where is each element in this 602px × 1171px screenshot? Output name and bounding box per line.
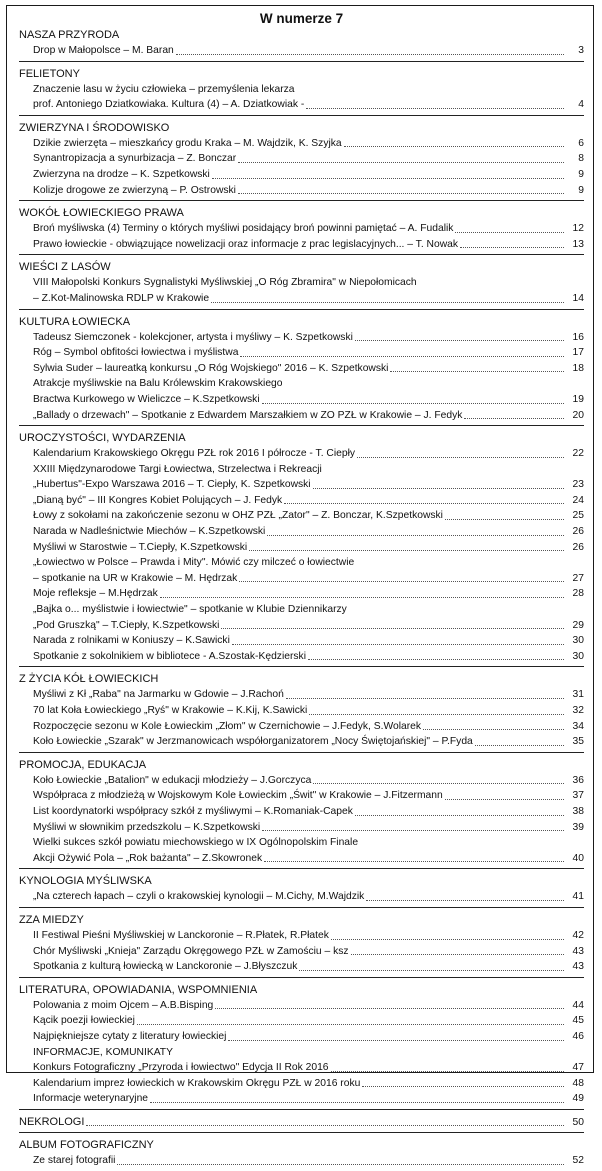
toc-entry[interactable]	[19, 408, 584, 424]
toc-entry[interactable]	[19, 1153, 584, 1169]
toc-entry[interactable]	[19, 1091, 584, 1107]
entry-text: Róg – Symbol obfitości łowiectwa i myślistwa	[33, 347, 239, 359]
entry-text: XXIII Międzynarodowe Targi Łowiectwa, Strzelectwa i Rekreacji	[33, 463, 322, 475]
entry-line-last	[19, 493, 584, 509]
entry-line	[19, 555, 584, 571]
entry-line	[19, 835, 584, 851]
leader-dots	[86, 1125, 564, 1126]
entry-text: „Na czterech łapach – czyli o krakowskiej kynologii – M.Cichy, M.Wajdzik	[33, 891, 365, 903]
toc-section	[19, 121, 584, 201]
section-title: NASZA PRZYRODA	[19, 29, 120, 41]
entry-line-last	[19, 944, 584, 960]
leader-dots	[262, 403, 564, 404]
entry-text: Kalendarium Krakowskiego Okręgu PZŁ rok 2016 I półrocze - T. Ciepły	[33, 448, 356, 460]
entry-text: Chór Myśliwski „Knieja" Zarządu Okręgowego PZŁ w Zamościu – ksz	[33, 945, 349, 957]
leader-dots	[344, 146, 564, 147]
toc-entry[interactable]	[19, 183, 584, 199]
leader-dots	[351, 954, 564, 955]
leader-dots	[117, 1164, 564, 1165]
page-number: 26	[572, 541, 584, 553]
entry-text: Kącik poezji łowieckiej	[33, 1015, 135, 1027]
entry-text: Znaczenie lasu w życiu człowieka – przemyślenia lekarza	[33, 83, 295, 95]
section-title: PROMOCJA, EDUKACJA	[19, 758, 147, 771]
page-number: 3	[578, 45, 584, 56]
entry-line-last	[19, 928, 584, 944]
entry-line-last	[19, 136, 584, 152]
entry-text: Myśliwi w słownikim przedszkolu – K.Szpetkowski	[33, 821, 261, 833]
leader-dots	[264, 861, 564, 862]
entry-line	[19, 275, 584, 291]
subsection-title: INFORMACJE, KOMUNIKATY	[33, 1046, 173, 1058]
toc-entry[interactable]	[19, 540, 584, 556]
section-title: Z ŻYCIA KÓŁ ŁOWIECKICH	[19, 673, 159, 686]
page-number: 24	[572, 494, 584, 506]
entry-text: II Festiwal Pieśni Myśliwskiej w Lanckoronie – R.Płatek, R.Płatek	[33, 929, 329, 941]
page-number: 41	[572, 891, 584, 903]
section-title: KULTURA ŁOWIECKA	[19, 315, 131, 328]
entry-line-last	[19, 773, 584, 789]
table-of-contents	[6, 5, 594, 1167]
toc-entry[interactable]	[19, 1060, 584, 1076]
toc-entry[interactable]	[19, 649, 584, 665]
entry-line-last	[19, 687, 584, 703]
entry-line-last	[19, 959, 584, 975]
page-number: 43	[572, 961, 584, 973]
page-number: 17	[572, 347, 584, 359]
section-list	[19, 28, 584, 1171]
entry-text: Spotkanie z sokolnikiem w bibliotece - A.Szostak-Kędzierski	[33, 650, 306, 662]
toc-entry[interactable]	[19, 237, 584, 253]
toc-entry[interactable]	[19, 446, 584, 462]
page-number: 23	[572, 479, 584, 491]
entry-text: Konkurs Fotograficzny „Przyroda i łowiectwo" Edycja II Rok 2016	[33, 1062, 329, 1074]
entry-line-last	[19, 167, 584, 183]
entry-text: Rozpoczęcie sezonu w Kole Łowieckim „Złom" w Czernichowie – J.Fedyk, S.Wolarek	[33, 720, 422, 732]
toc-entry[interactable]	[19, 820, 584, 836]
leader-dots	[445, 799, 564, 800]
entry-line-last	[19, 618, 584, 634]
toc-section	[19, 758, 584, 870]
entry-text: Drop w Małopolsce – M. Baran	[33, 45, 174, 56]
entry-text: Bractwa Kurkowego w Wieliczce – K.Szpetkowski	[33, 393, 260, 405]
entry-line-last	[19, 1013, 584, 1029]
page-number: 46	[572, 1030, 584, 1042]
page-number: 42	[572, 929, 584, 941]
leader-dots	[390, 371, 564, 372]
page-number: 43	[572, 945, 584, 957]
toc-entry[interactable]	[19, 376, 584, 407]
entry-line-last	[19, 97, 584, 113]
leader-dots	[455, 232, 564, 233]
leader-dots	[423, 729, 564, 730]
toc-entry[interactable]	[19, 462, 584, 493]
leader-dots	[331, 1071, 564, 1072]
entry-text: Broń myśliwska (4) Terminy o których myśliwi posidający broń powinni pamiętać – A. Fudalik	[33, 223, 454, 235]
entry-text: VIII Małopolski Konkurs Sygnalistyki Myśliwskiej „O Róg Zbramira" w Niepołomicach	[33, 277, 417, 289]
page-number: 39	[572, 821, 584, 833]
entry-line-last	[19, 151, 584, 167]
entry-text: „Dianą być" – III Kongres Kobiet Polujących – J. Fedyk	[33, 494, 283, 506]
toc-entry[interactable]	[19, 330, 584, 346]
entry-line-last	[19, 649, 584, 665]
entry-text: Myśliwi z Kł „Raba" na Jarmarku w Gdowie – J.Rachoń	[33, 689, 284, 701]
entry-text: „Pod Gruszką" – T.Ciepły, K.Szpetkowski	[33, 619, 220, 631]
entry-line-last	[19, 804, 584, 820]
entry-text: 70 lat Koła Łowieckiego „Ryś" w Krakowie – K.Kij, K.Sawicki	[33, 705, 308, 716]
entry-text: Narada z rolnikami w Koniuszy – K.Sawicki	[33, 635, 230, 647]
section-title: ALBUM FOTOGRAFICZNY	[19, 1139, 154, 1152]
toc-entry[interactable]	[19, 555, 584, 586]
entry-text: prof. Antoniego Dziatkowiaka. Kultura (4) – A. Dziatkowiak -	[33, 99, 305, 111]
entry-line-last	[19, 820, 584, 836]
entry-text: Akcji Ożywić Pola – „Rok bażanta" – Z.Skowronek	[33, 852, 263, 864]
entry-line	[19, 602, 584, 618]
entry-line-last	[19, 477, 584, 493]
section-title: UROCZYSTOŚCI, WYDARZENIA	[19, 432, 186, 445]
toc-section	[19, 206, 584, 255]
entry-text: „Ballady o drzewach" – Spotkanie z Edwardem Marszałkiem w ZO PZŁ w Krakowie – J. Fedyk	[33, 409, 463, 421]
entry-text: Kolizje drogowe ze zwierzyną – P. Ostrowski	[33, 184, 236, 196]
leader-dots	[211, 302, 564, 303]
section-title: LITERATURA, OPOWIADANIA, WSPOMNIENIA	[19, 983, 258, 996]
entry-line-last	[19, 719, 584, 735]
toc-entry[interactable]	[19, 136, 584, 152]
page-number: 9	[578, 168, 584, 180]
entry-text: Sylwia Suder – laureatką konkursu „O Róg Wojskiego" 2016 – K. Szpetkowski	[33, 362, 389, 374]
toc-entry[interactable]	[19, 1029, 584, 1045]
page-number: 44	[572, 999, 584, 1011]
page-title: W numerze 7	[259, 11, 344, 26]
page-number: 50	[572, 1116, 584, 1128]
toc-section	[19, 874, 584, 908]
section-title: FELIETONY	[19, 67, 80, 80]
leader-dots	[284, 503, 564, 504]
toc-entry[interactable]	[19, 221, 584, 237]
entry-line-last	[19, 1076, 584, 1092]
toc-entry[interactable]	[19, 773, 584, 789]
entry-text: „Bajka o... myślistwie i łowiectwie" – spotkanie w Klubie Dziennikarzy	[33, 604, 347, 616]
entry-text: Najpiękniejsze cytaty z literatury łowieckiej	[33, 1030, 227, 1042]
toc-entry[interactable]	[19, 734, 584, 750]
toc-entry[interactable]	[19, 275, 584, 306]
entry-line-last	[19, 633, 584, 649]
toc-entry[interactable]	[19, 493, 584, 509]
entry-text: Dzikie zwierzęta – mieszkańcy grodu Kraka – M. Wajdzik, K. Szyjka	[33, 137, 342, 149]
toc-entry[interactable]	[19, 43, 584, 59]
leader-dots	[362, 1086, 564, 1087]
entry-text: Atrakcje myśliwskie na Balu Królewskim Krakowskiego	[33, 378, 283, 390]
entry-text: Koło Łowieckie „Batalion" w edukacji młodzieży – J.Gorczyca	[33, 774, 312, 786]
entry-text: Polowania z moim Ojcem – A.B.Bisping	[33, 999, 214, 1011]
leader-dots	[475, 745, 564, 746]
page-number: 38	[572, 805, 584, 817]
toc-entry[interactable]	[19, 345, 584, 361]
entry-text: Prawo łowieckie - obwiązujące nowelizacji oraz informacje z prac legislacyjnych... – T. Nowak	[33, 238, 459, 250]
leader-dots	[445, 519, 564, 520]
toc-entry[interactable]	[19, 508, 584, 524]
leader-dots	[286, 698, 564, 699]
page-number: 30	[572, 650, 584, 662]
entry-text: List koordynatorki współpracy szkół z myśliwymi – K.Romaniak-Capek	[33, 805, 353, 817]
section-title: ZZA MIEDZY	[19, 913, 84, 926]
entry-text: Ze starej fotografii	[33, 1155, 116, 1167]
page-number: 26	[572, 526, 584, 538]
toc-entry[interactable]	[19, 889, 584, 905]
page-number: 49	[572, 1093, 584, 1105]
entry-text: Narada w Nadleśnictwie Miechów – K.Szpetkowski	[33, 526, 266, 538]
leader-dots	[150, 1102, 564, 1103]
entry-line-last	[19, 361, 584, 377]
entry-text: Współpraca z młodzieżą w Wojskowym Kole Łowieckim „Świt" w Krakowie – J.Fitzermann	[33, 790, 443, 802]
toc-section	[19, 1115, 584, 1134]
entry-line-last	[19, 1153, 584, 1169]
toc-entry[interactable]	[19, 788, 584, 804]
toc-entry[interactable]	[19, 804, 584, 820]
entry-text: Synantropizacja a synurbizacja – Z. Bonczar	[33, 153, 237, 165]
entry-line-last	[19, 703, 584, 719]
page-number: 28	[572, 588, 584, 600]
toc-section	[19, 1138, 584, 1171]
entry-line-last	[19, 889, 584, 905]
section-title: WOKÓŁ ŁOWIECKIEGO PRAWA	[19, 207, 184, 220]
page-number: 30	[572, 635, 584, 647]
leader-dots	[313, 488, 564, 489]
section-title: ZWIERZYNA I ŚRODOWISKO	[19, 121, 170, 134]
entry-line-last	[19, 221, 584, 237]
entry-line-last	[19, 571, 584, 587]
leader-dots	[299, 970, 564, 971]
page-number: 9	[578, 184, 584, 196]
toc-entry[interactable]	[19, 586, 584, 602]
entry-line-last	[19, 43, 584, 59]
entry-line-last	[19, 524, 584, 540]
toc-section	[19, 315, 584, 427]
page-number: 36	[572, 774, 584, 786]
page-number: 22	[572, 448, 584, 460]
entry-line-last	[19, 237, 584, 253]
entry-line-last	[19, 1091, 584, 1107]
leader-dots	[232, 644, 564, 645]
leader-dots	[306, 108, 564, 109]
toc-section	[19, 983, 584, 1110]
toc-entry[interactable]	[19, 1013, 584, 1029]
entry-text: – Z.Kot-Malinowska RDLP w Krakowie	[33, 292, 210, 304]
leader-dots	[240, 356, 564, 357]
entry-line-last	[19, 734, 584, 750]
entry-text: Zwierzyna na drodze – K. Szpetkowski	[33, 168, 210, 180]
entry-text: Myśliwi w Starostwie – T.Ciepły, K.Szpetkowski	[33, 541, 248, 553]
entry-text: Kalendarium imprez łowieckich w Krakowskim Okręgu PZŁ w 2016 roku	[33, 1077, 361, 1089]
page-number: 6	[578, 137, 584, 149]
toc-entry[interactable]	[19, 998, 584, 1014]
entry-line-last	[19, 1060, 584, 1076]
entry-text: Tadeusz Siemczonek - kolekcjoner, artysta i myśliwy – K. Szpetkowski	[33, 331, 353, 343]
leader-dots	[212, 178, 564, 179]
entry-line-last	[19, 540, 584, 556]
leader-dots	[308, 659, 564, 660]
page-number: 25	[572, 510, 584, 522]
leader-dots	[355, 815, 564, 816]
page-number: 13	[572, 238, 584, 250]
entry-text: – spotkanie na UR w Krakowie – M. Hędrzak	[33, 572, 238, 584]
page-number: 34	[572, 720, 584, 732]
page-number: 37	[572, 790, 584, 802]
page-number: 20	[572, 409, 584, 421]
page-number: 32	[572, 705, 584, 716]
page-number: 12	[572, 223, 584, 235]
leader-dots	[228, 1040, 564, 1041]
entry-line-last	[19, 408, 584, 424]
leader-dots	[262, 830, 564, 831]
entry-line-last	[19, 183, 584, 199]
page-number: 4	[578, 99, 584, 111]
leader-dots	[460, 247, 564, 248]
toc-entry[interactable]	[19, 633, 584, 649]
leader-dots	[309, 714, 564, 715]
toc-section	[19, 672, 584, 752]
page-number: 16	[572, 331, 584, 343]
entry-text: Łowy z sokołami na zakończenie sezonu w OHZ PZŁ „Zator" – Z. Bonczar, K.Szpetkowski	[33, 510, 443, 522]
toc-entry[interactable]	[19, 959, 584, 975]
entry-line-last	[19, 998, 584, 1014]
page-number: 45	[572, 1015, 584, 1027]
toc-entry[interactable]	[19, 719, 584, 735]
entry-line	[19, 462, 584, 478]
leader-dots	[366, 900, 564, 901]
toc-entry[interactable]	[19, 167, 584, 183]
toc-entry[interactable]	[19, 835, 584, 866]
entry-text: Informacje weterynaryjne	[33, 1093, 149, 1105]
entry-line-last	[19, 851, 584, 867]
entry-text: Wielki sukces szkół powiatu miechowskiego w IX Ogólnopolskim Finale	[33, 837, 359, 849]
entry-line	[19, 376, 584, 392]
leader-dots	[160, 597, 564, 598]
entry-text: „Łowiectwo w Polsce – Prawda i Mity". Mówić czy milczeć o łowiectwie	[33, 557, 355, 569]
leader-dots	[355, 340, 564, 341]
page-number: 8	[578, 153, 584, 165]
section-title-row	[19, 1115, 584, 1131]
toc-entry[interactable]	[19, 687, 584, 703]
entry-text: Koło Łowieckie „Szarak" w Jerzmanowicach współorganizatorem „Nocy Świętojańskiej" – P.Fyda	[33, 736, 473, 748]
entry-text: „Hubertus"-Expo Warszawa 2016 – T. Ciepły, K. Szpetkowski	[33, 479, 311, 491]
leader-dots	[331, 939, 564, 940]
toc-section	[19, 260, 584, 309]
entry-line-last	[19, 508, 584, 524]
page-number: 18	[572, 362, 584, 374]
section-title: NEKROLOGI	[19, 1116, 85, 1129]
entry-line-last	[19, 291, 584, 307]
page-number: 48	[572, 1077, 584, 1089]
section-title: WIEŚCI Z LASÓW	[19, 261, 111, 274]
toc-section	[19, 28, 584, 62]
entry-line-last	[19, 330, 584, 346]
page-number: 19	[572, 393, 584, 405]
toc-entry[interactable]	[19, 1076, 584, 1092]
entry-line-last	[19, 788, 584, 804]
entry-line-last	[19, 392, 584, 408]
leader-dots	[176, 54, 564, 55]
entry-text: Moje refleksje – M.Hędrzak	[33, 588, 158, 600]
leader-dots	[215, 1008, 564, 1009]
page-number: 29	[572, 619, 584, 631]
entry-line-last	[19, 345, 584, 361]
toc-entry[interactable]	[19, 151, 584, 167]
toc-entry[interactable]	[19, 944, 584, 960]
leader-dots	[313, 783, 564, 784]
leader-dots	[238, 162, 564, 163]
leader-dots	[249, 550, 564, 551]
toc-entry[interactable]	[19, 602, 584, 633]
leader-dots	[464, 418, 564, 419]
entry-line-last	[19, 586, 584, 602]
leader-dots	[267, 535, 564, 536]
leader-dots	[238, 193, 564, 194]
page-number: 47	[572, 1062, 584, 1074]
leader-dots	[137, 1024, 564, 1025]
toc-entry[interactable]	[19, 524, 584, 540]
leader-dots	[357, 457, 564, 458]
entry-line-last	[19, 446, 584, 462]
leader-dots	[239, 581, 564, 582]
page-number: 35	[572, 736, 584, 748]
page-number: 52	[572, 1155, 584, 1167]
entry-line-last	[19, 1029, 584, 1045]
leader-dots	[221, 628, 564, 629]
page-number: 31	[572, 689, 584, 701]
page-number: 40	[572, 852, 584, 864]
toc-entry[interactable]	[19, 82, 584, 113]
toc-entry[interactable]	[19, 703, 584, 719]
toc-entry[interactable]	[19, 928, 584, 944]
page-number: 14	[572, 292, 584, 304]
page-number: 27	[572, 572, 584, 584]
entry-line	[19, 82, 584, 98]
toc-section	[19, 67, 584, 116]
section-title: KYNOLOGIA MYŚLIWSKA	[19, 875, 152, 888]
toc-section	[19, 431, 584, 667]
toc-entry[interactable]	[19, 361, 584, 377]
toc-section	[19, 913, 584, 978]
entry-text: Spotkania z kulturą łowiecką w Lanckoronie – J.Błyszczuk	[33, 961, 298, 973]
